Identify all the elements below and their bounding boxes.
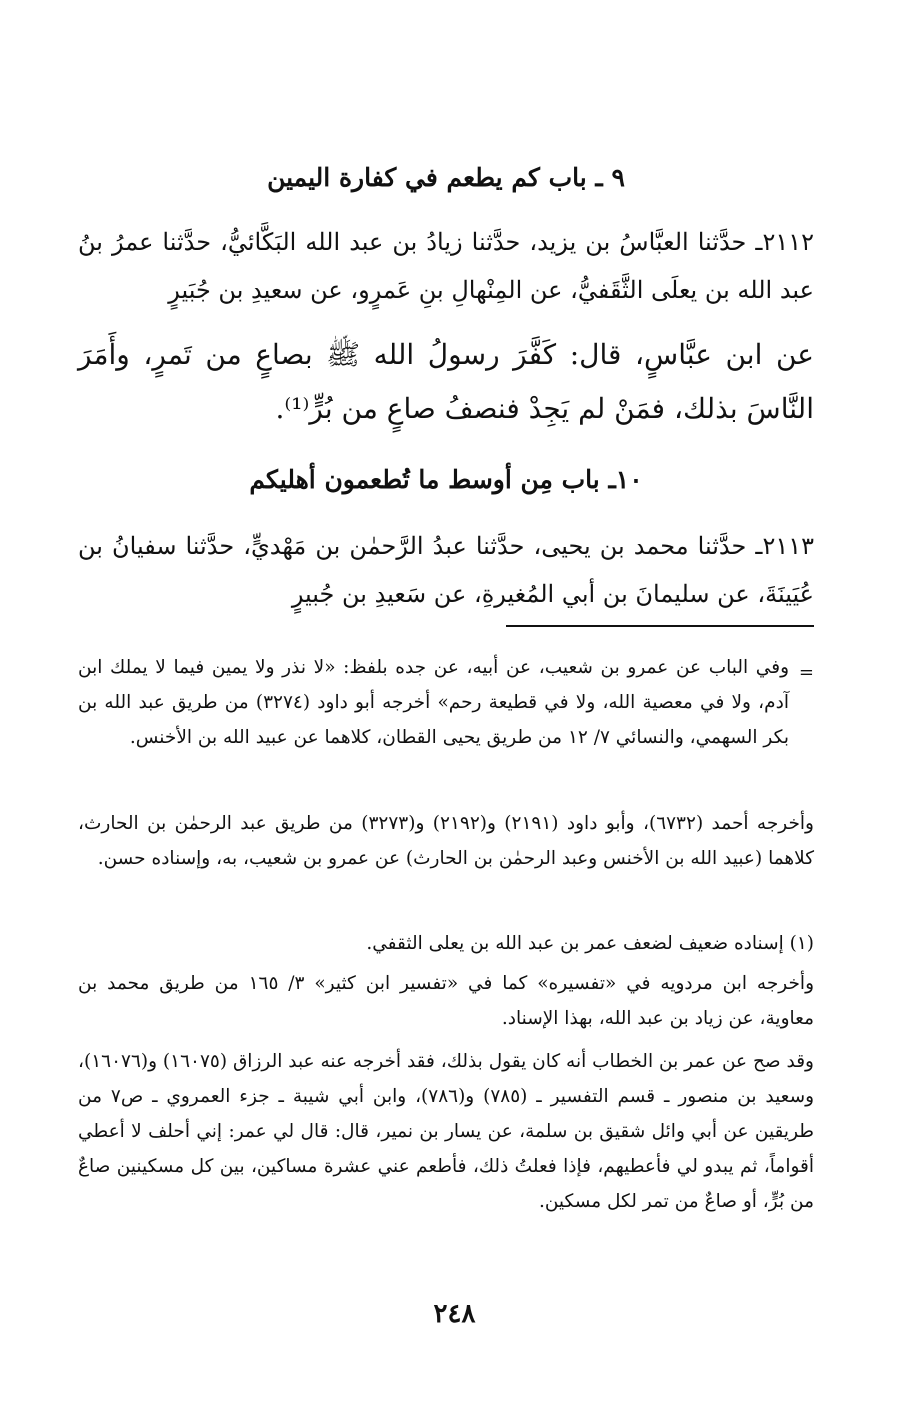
footnote-paragraph: وفي الباب عن عمرو بن شعيب، عن أبيه، عن جده بلفظ: «لا نذر ولا يمين فيما لا يملك ابن آدم، ولا في معصية الله، ولا في قطيعة رحم» أخرجه أبو داود (٣٢٧٤) من طريق عبد الله بن بكر السهمي، والنسائي ٧/ ١٢ من طريق يحيى القطان، كلاهما عن عبيد الله بن الأخنس. xyxy=(78,657,789,748)
footnote-separator xyxy=(506,625,814,627)
page-number: ٢٤٨ xyxy=(433,1299,476,1329)
chapter-9-heading: ٩ ـ باب كم يطعم في كفارة اليمين xyxy=(267,163,625,192)
hadith-2113-chain: ٢١١٣ـ حدَّثنا محمد بن يحيى، حدَّثنا عبدُ الرَّحمٰن بن مَهْديٍّ، حدَّثنا سفيانُ بن عُيَينَةَ، عن سليمانَ بن أبي المُغيرةِ، عن سَعيدِ بن جُبيرٍ xyxy=(78,532,814,608)
footnote-1: (١) إسناده ضعيف لضعف عمر بن عبد الله بن يعلى الثقفي. xyxy=(366,933,814,954)
footnote-continuation-mark: = xyxy=(798,662,814,683)
footnote-paragraph: وأخرجه أحمد (٦٧٣٢)، وأبو داود (٢١٩١) و(٢١٩٢) و(٣٢٧٣) من طريق عبد الرحمٰن بن الحارث، كلاهما (عبيد الله بن الأخنس وعبد الرحمٰن بن الحارث) عن عمرو بن شعيب، به، وإسناده حسن. xyxy=(78,813,814,869)
hadith-2112-chain: ٢١١٢ـ حدَّثنا العبَّاسُ بن يزيد، حدَّثنا زيادُ بن عبد الله البَكَّائيُّ، حدَّثنا عمرُ بنُ عبد الله بن يعلَى الثَّقَفيُّ، عن المِنْهالِ بنِ عَمرٍو، عن سعيدِ بن جُبَيرٍ xyxy=(78,228,814,304)
footnote-paragraph: وقد صح عن عمر بن الخطاب أنه كان يقول بذلك، فقد أخرجه عنه عبد الرزاق (١٦٠٧٥) و(١٦٠٧٦)، وسعيد بن منصور ـ قسم التفسير ـ (٧٨٥) و(٧٨٦)، وابن أبي شيبة ـ جزء العمروي ـ ص٧ من طريقين عن أبي وائل شقيق بن سلمة، عن يسار بن نمير، قال: قال لي عمر: إني أحلف لا أعطي أقواماً، ثم يبدو لي فأعطيهم، فإذا فعلتُ ذلك، فأطعم عني عشرة مساكين، بين كل مسكينين صاعٌ من بُرٍّ، أو صاعٌ من تمر لكل مسكين. xyxy=(78,1051,815,1212)
footnote-paragraph: وأخرجه ابن مردويه في «تفسيره» كما في «تفسير ابن كثير» ٣/ ١٦٥ من طريق محمد بن معاوية، عن زياد بن عبد الله، بهذا الإسناد. xyxy=(78,973,814,1029)
hadith-2112-text: عن ابن عبَّاسٍ، قال: كَفَّرَ رسولُ الله ﷺ بصاعٍ من تَمرٍ، وأَمَرَ النَّاسَ بذلك، فمَنْ لم يَجِدْ فنصفُ صاعٍ من بُرٍّ⁽¹⁾. xyxy=(78,338,814,425)
chapter-10-heading: ١٠ـ باب مِن أوسط ما تُطعمون أهليكم xyxy=(249,465,643,494)
